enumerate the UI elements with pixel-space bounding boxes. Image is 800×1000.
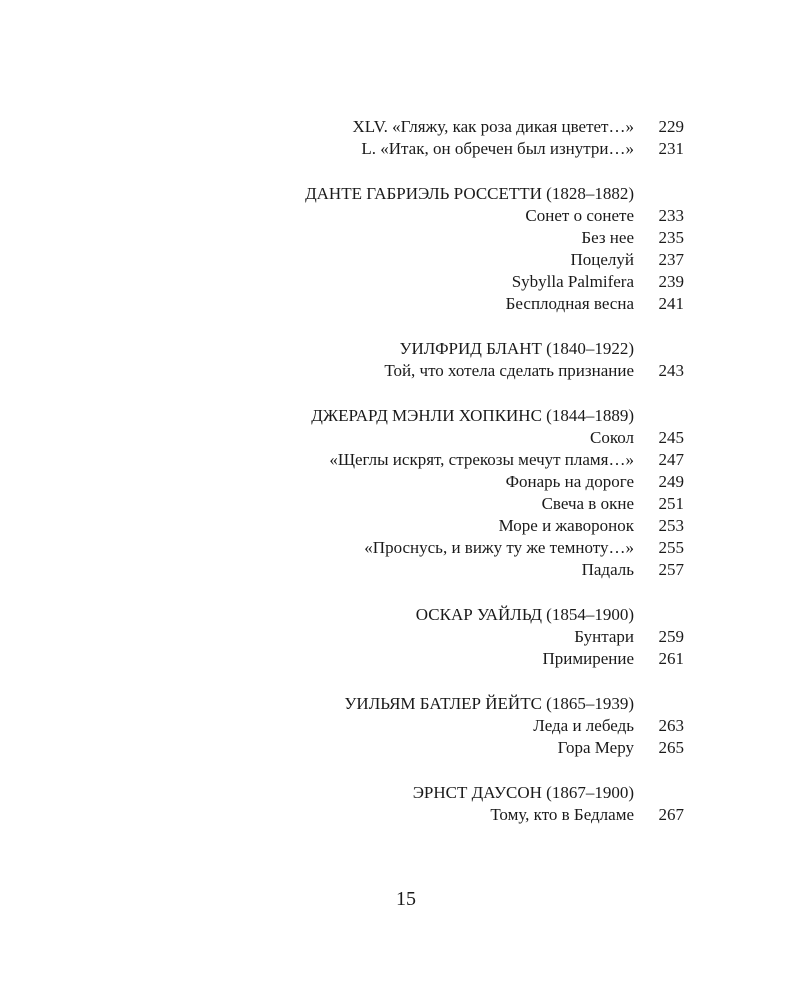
entry-page-number: 235 [658,228,684,247]
author-heading [0,405,800,427]
entry-page-number: 253 [658,516,684,535]
toc-entry [0,804,800,826]
entry-title: Той, что хотела сделать признание [384,361,634,380]
toc-entry [0,537,800,559]
entry-title: Падаль [581,560,634,579]
entry-title: Тому, кто в Бедламе [490,805,634,824]
author-name: УИЛЬЯМ БАТЛЕР ЙЕЙТС (1865–1939) [344,694,634,713]
toc-entry [0,449,800,471]
entry-page-number: 243 [658,361,684,380]
toc-section [0,338,800,382]
entry-page-number: 239 [658,272,684,291]
entry-title: Море и жаворонок [498,516,634,535]
entry-title: Леда и лебедь [533,716,634,735]
author-heading [0,183,800,205]
author-heading [0,693,800,715]
entry-page-number: 263 [658,716,684,735]
entry-page-number: 255 [658,538,684,557]
toc-entry [0,737,800,759]
toc-entry [0,626,800,648]
author-heading [0,338,800,360]
table-of-contents [0,116,800,849]
toc-entry [0,205,800,227]
toc-entry [0,271,800,293]
entry-title: Бунтари [574,627,634,646]
toc-entry [0,116,800,138]
entry-title: Примирение [542,649,634,668]
toc-entry [0,493,800,515]
author-heading [0,604,800,626]
author-name: ДЖЕРАРД МЭНЛИ ХОПКИНС (1844–1889) [311,406,634,425]
toc-section [0,405,800,581]
entry-page-number: 233 [658,206,684,225]
entry-page-number: 259 [658,627,684,646]
toc-entry [0,249,800,271]
toc-section [0,604,800,670]
entry-page-number: 261 [658,649,684,668]
toc-section [0,183,800,315]
toc-entry [0,293,800,315]
author-heading [0,782,800,804]
entry-title: «Щеглы искрят, стрекозы мечут пламя…» [329,450,634,469]
entry-title: L. «Итак, он обречен был изнутри…» [361,139,634,158]
entry-title: Sybylla Palmifera [511,272,634,291]
entry-page-number: 257 [658,560,684,579]
entry-page-number: 229 [658,117,684,136]
entry-title: «Проснусь, и вижу ту же темноту…» [364,538,634,557]
toc-entry [0,360,800,382]
toc-entry [0,138,800,160]
author-name: ЭРНСТ ДАУСОН (1867–1900) [412,783,634,802]
entry-title: Бесплодная весна [505,294,634,313]
entry-title: Сонет о сонете [525,206,634,225]
entry-page-number: 265 [658,738,684,757]
toc-entry [0,471,800,493]
toc-entry [0,559,800,581]
entry-title: Поцелуй [570,250,634,269]
entry-title: XLV. «Гляжу, как роза дикая цветет…» [352,117,634,136]
toc-section [0,782,800,826]
folio-page-number: 15 [396,888,416,910]
toc-entry [0,648,800,670]
author-name: ОСКАР УАЙЛЬД (1854–1900) [415,605,634,624]
author-name: УИЛФРИД БЛАНТ (1840–1922) [399,339,634,358]
entry-page-number: 267 [658,805,684,824]
author-name: ДАНТЕ ГАБРИЭЛЬ РОССЕТТИ (1828–1882) [305,184,634,203]
entry-title: Фонарь на дороге [505,472,634,491]
entry-page-number: 231 [658,139,684,158]
entry-page-number: 247 [658,450,684,469]
toc-entry [0,715,800,737]
entry-title: Сокол [590,428,634,447]
toc-section [0,116,800,160]
toc-entry [0,427,800,449]
entry-title: Гора Меру [557,738,634,757]
entry-title: Без нее [581,228,634,247]
toc-entry [0,227,800,249]
toc-entry [0,515,800,537]
entry-title: Свеча в окне [541,494,634,513]
entry-page-number: 251 [658,494,684,513]
entry-page-number: 237 [658,250,684,269]
toc-section [0,693,800,759]
entry-page-number: 249 [658,472,684,491]
entry-page-number: 241 [658,294,684,313]
entry-page-number: 245 [658,428,684,447]
